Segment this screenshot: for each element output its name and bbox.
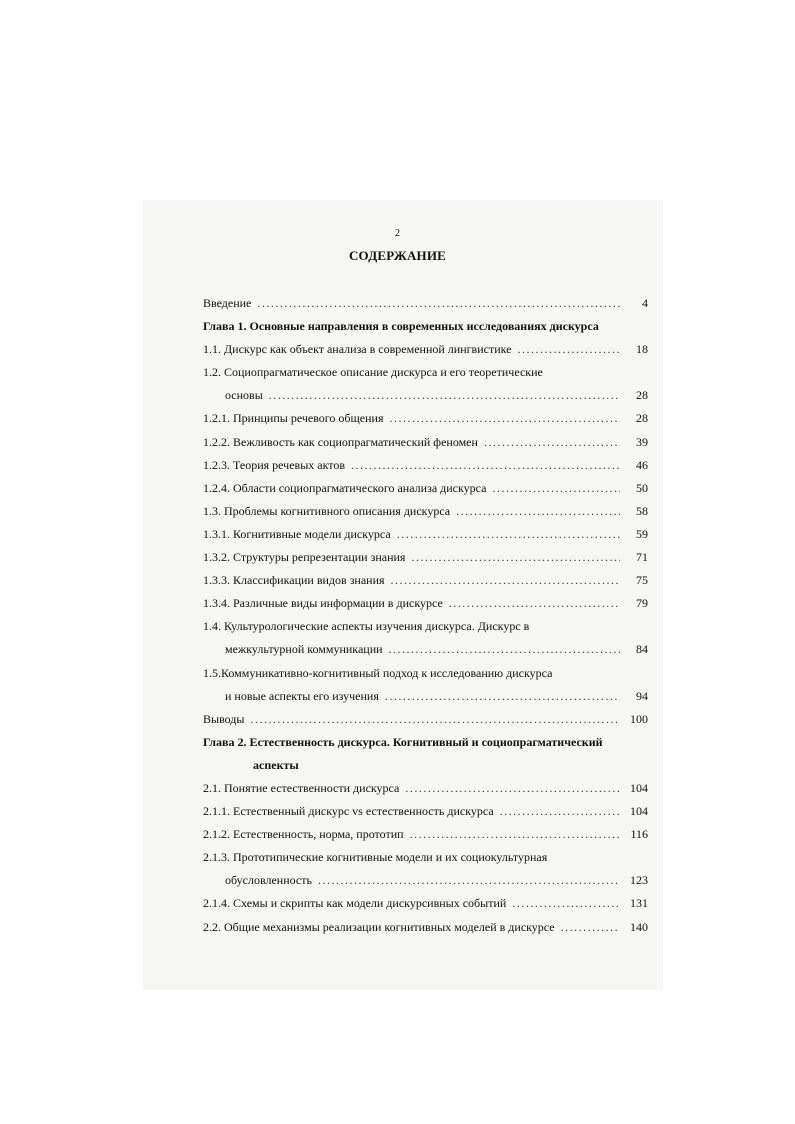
- toc-entry-label: 1.2.1. Принципы речевого общения: [203, 411, 384, 426]
- toc-entry-page: 116: [630, 827, 648, 842]
- toc-entry-label: 2.2. Общие механизмы реализации когнитивных моделей в дискурсе: [203, 919, 555, 934]
- toc-chapter-heading: [203, 731, 648, 754]
- toc-entry-label: 1.4. Культурологические аспекты изучения дискурса. Дискурс в: [203, 619, 530, 634]
- toc-leader-dots: [351, 454, 620, 477]
- toc-entry-page: 104: [630, 780, 648, 795]
- toc-entry: [203, 454, 648, 477]
- toc-entry-label: 1.3.3. Классификации видов знания: [203, 573, 385, 588]
- toc-leader-dots: [410, 823, 620, 846]
- toc-leader-dots: [411, 546, 620, 569]
- toc-entry-label: 1.2. Социопрагматическое описание дискурса и его теоретические: [203, 365, 543, 380]
- toc-entry: [203, 292, 648, 315]
- toc-entry-page: 75: [636, 573, 648, 588]
- toc-leader-dots: [492, 477, 620, 500]
- toc-entry-continuation: [203, 685, 648, 708]
- toc-entry-label: обусловленность: [225, 873, 312, 888]
- toc-entry-label: 1.2.2. Вежливость как социопрагматический феномен: [203, 434, 478, 449]
- toc-entry-label: Выводы: [203, 711, 245, 726]
- toc-entry-label: 1.3.4. Различные виды информации в дискурсе: [203, 596, 443, 611]
- toc-leader-dots: [500, 800, 620, 823]
- toc-leader-dots: [269, 384, 620, 407]
- toc-entry-page: 71: [636, 550, 648, 565]
- toc-entry: [203, 477, 648, 500]
- toc-entry-page: 46: [636, 457, 648, 472]
- page-number: 2: [395, 228, 400, 239]
- toc-entry-label: 1.3.2. Структуры репрезентации знания: [203, 550, 406, 565]
- toc-entry-label: 2.1. Понятие естественности дискурса: [203, 780, 400, 795]
- toc-entry-page: 123: [630, 873, 648, 888]
- toc-entry-label: 2.1.3. Прототипические когнитивные модели и их социокультурная: [203, 850, 548, 865]
- toc-entry: [203, 523, 648, 546]
- toc-entry: [203, 500, 648, 523]
- toc-entry: [203, 361, 648, 384]
- toc-entry-page: 84: [636, 642, 648, 657]
- toc-entry-label: 1.5.Коммуникативно-когнитивный подход к исследованию дискурса: [203, 665, 553, 680]
- toc-leader-dots: [512, 892, 620, 915]
- toc-entry-page: 58: [636, 503, 648, 518]
- toc-entry-label: 2.1.1. Естественный дискурс vs естественность дискурса: [203, 804, 494, 819]
- toc-entry-label: основы: [225, 388, 263, 403]
- toc-entry-page: 140: [630, 919, 648, 934]
- toc-entry-page: 28: [636, 411, 648, 426]
- toc-entry-label: 2.1.2. Естественность, норма, прототип: [203, 827, 404, 842]
- toc-entry-label: Глава 1. Основные направления в современных исследованиях дискурса: [203, 319, 599, 334]
- toc-chapter-heading: [203, 315, 648, 338]
- toc-entry: [203, 662, 648, 685]
- toc-entry-page: 50: [636, 480, 648, 495]
- toc-entry: [203, 546, 648, 569]
- toc-leader-dots: [389, 407, 620, 430]
- table-of-contents: [203, 292, 648, 939]
- toc-leader-dots: [518, 338, 621, 361]
- toc-leader-dots: [250, 708, 620, 731]
- toc-entry: [203, 615, 648, 638]
- toc-entry-label: Глава 2. Естественность дискурса. Когнитивный и социопрагматический: [203, 734, 603, 749]
- toc-entry-label: 2.1.4. Схемы и скрипты как модели дискурсивных событий: [203, 896, 507, 911]
- toc-leader-dots: [561, 916, 620, 939]
- toc-entry: [203, 407, 648, 430]
- toc-entry-continuation: [203, 384, 648, 407]
- toc-entry-label: 1.3. Проблемы когнитивного описания дискурса: [203, 503, 451, 518]
- toc-entry-label: 1.3.1. Когнитивные модели дискурса: [203, 526, 391, 541]
- toc-entry-label: 1.2.3. Теория речевых актов: [203, 457, 346, 472]
- toc-entry-page: 28: [636, 388, 648, 403]
- toc-entry-label: аспекты: [253, 757, 299, 772]
- toc-entry: [203, 569, 648, 592]
- toc-entry-page: 104: [630, 804, 648, 819]
- toc-entry-label: 1.1. Дискурс как объект анализа в современной лингвистике: [203, 342, 512, 357]
- toc-leader-dots: [391, 569, 620, 592]
- toc-entry: [203, 592, 648, 615]
- toc-entry-continuation: [203, 638, 648, 661]
- toc-entry: [203, 823, 648, 846]
- toc-leader-dots: [389, 638, 620, 661]
- page-title: СОДЕРЖАНИЕ: [348, 248, 447, 263]
- toc-entry-page: 131: [630, 896, 648, 911]
- toc-leader-dots: [484, 431, 620, 454]
- toc-entry-label: 1.2.4. Области социопрагматического анализа дискурса: [203, 480, 487, 495]
- toc-entry: [203, 708, 648, 731]
- toc-entry-page: 4: [642, 296, 648, 310]
- toc-entry-page: 100: [630, 711, 648, 726]
- toc-entry: [203, 431, 648, 454]
- toc-entry: [203, 777, 648, 800]
- toc-chapter-heading-continuation: [203, 754, 648, 777]
- toc-entry-page: 39: [636, 434, 648, 449]
- toc-leader-dots: [449, 592, 620, 615]
- toc-entry-page: 18: [636, 342, 648, 357]
- toc-leader-dots: [318, 869, 620, 892]
- toc-leader-dots: [456, 500, 620, 523]
- toc-entry-page: 59: [636, 526, 648, 541]
- toc-leader-dots: [405, 777, 620, 800]
- toc-entry-label: Введение: [203, 296, 252, 310]
- toc-entry: [203, 916, 648, 939]
- toc-entry: [203, 846, 648, 869]
- toc-leader-dots: [385, 685, 620, 708]
- toc-leader-dots: [397, 523, 620, 546]
- toc-entry: [203, 892, 648, 915]
- toc-entry: [203, 800, 648, 823]
- toc-entry-label: межкультурной коммуникации: [225, 642, 383, 657]
- toc-entry-page: 94: [636, 688, 648, 703]
- toc-entry: [203, 338, 648, 361]
- toc-leader-dots: [257, 292, 620, 315]
- toc-entry-continuation: [203, 869, 648, 892]
- toc-entry-page: 79: [636, 596, 648, 611]
- toc-entry-label: и новые аспекты его изучения: [225, 688, 379, 703]
